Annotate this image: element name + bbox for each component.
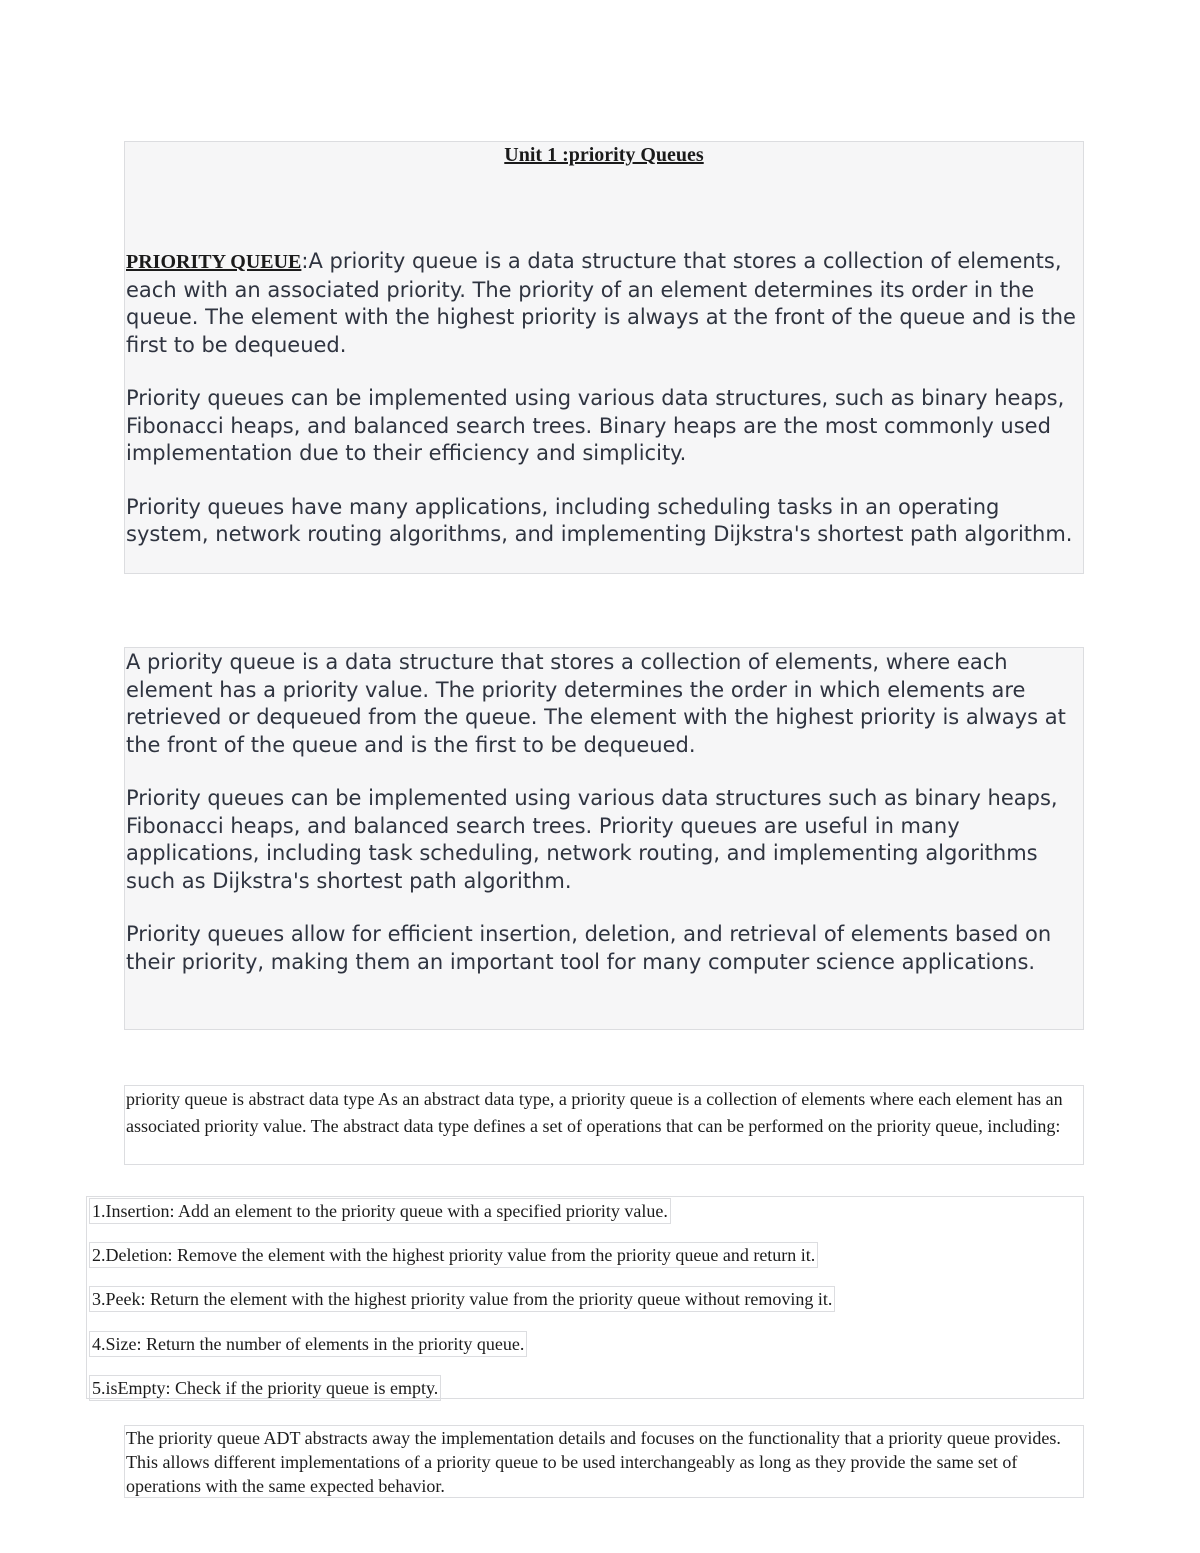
definition-content: [126, 649, 1077, 976]
label-separator: :: [301, 249, 309, 273]
operation-item-insertion: 1.Insertion: Add an element to the priority queue with a specified priority value.: [89, 1198, 671, 1224]
definition-paragraph-3: Priority queues allow for efficient insertion, deletion, and retrieval of elements based on their priority, making them an important tool for many computer science applications.: [126, 922, 1052, 974]
operations-list: [86, 1196, 1084, 1399]
operation-item-isempty: 5.isEmpty: Check if the priority queue is empty.: [89, 1375, 441, 1401]
adt-section: [124, 1085, 1084, 1165]
definition-paragraph-2: Priority queues can be implemented using various data structures such as binary heaps, Fibonacci heaps, and balanced search trees. Priority queues are useful in many applications, including task scheduling, network routing, and implementing algorithms such as Dijkstra's shortest path algorithm.: [126, 786, 1058, 893]
intro-paragraph-1-text: A priority queue is a data structure that stores a collection of elements, each with an associated priority. The priority of an element determines its order in the queue. The element with the highest priority is always at the front of the queue and is the first to be dequeued.: [126, 249, 1076, 357]
priority-queue-label: PRIORITY QUEUE: [126, 251, 302, 273]
operation-item-size: 4.Size: Return the number of elements in the priority queue.: [89, 1331, 527, 1357]
abstraction-section: [124, 1425, 1084, 1498]
intro-section: [124, 141, 1084, 574]
operation-item-deletion: 2.Deletion: Remove the element with the highest priority value from the priority queue and return it.: [89, 1242, 818, 1268]
intro-paragraph-2: Priority queues can be implemented using various data structures, such as binary heaps, Fibonacci heaps, and balanced search trees. Binary heaps are the most commonly used implementation due to their efficiency and simplicity.: [126, 386, 1065, 465]
page-title: Unit 1 :priority Queues: [504, 144, 704, 166]
adt-paragraph: priority queue is abstract data type As an abstract data type, a priority queue is a collection of elements where each element has an associated priority value. The abstract data type defines a set of operations that can be performed on the priority queue, including:: [126, 1089, 1063, 1136]
intro-content: [126, 248, 1077, 549]
intro-paragraph-3: Priority queues have many applications, including scheduling tasks in an operating system, network routing algorithms, and implementing Dijkstra's shortest path algorithm.: [126, 494, 1073, 546]
abstraction-paragraph: The priority queue ADT abstracts away the implementation details and focuses on the functionality that a priority queue provides. This allows different implementations of a priority queue to be used interchangeably as long as they provide the same set of operations with the same expected behavior.: [126, 1428, 1061, 1496]
operation-item-peek: 3.Peek: Return the element with the highest priority value from the priority queue without removing it.: [89, 1286, 835, 1312]
definition-section: [124, 647, 1084, 1030]
definition-paragraph-1: A priority queue is a data structure that stores a collection of elements, where each element has a priority value. The priority determines the order in which elements are retrieved or dequeued from the queue. The element with the highest priority is always at the front of the queue and is the first to be dequeued.: [126, 650, 1066, 757]
intro-paragraph-1: [126, 248, 1077, 359]
